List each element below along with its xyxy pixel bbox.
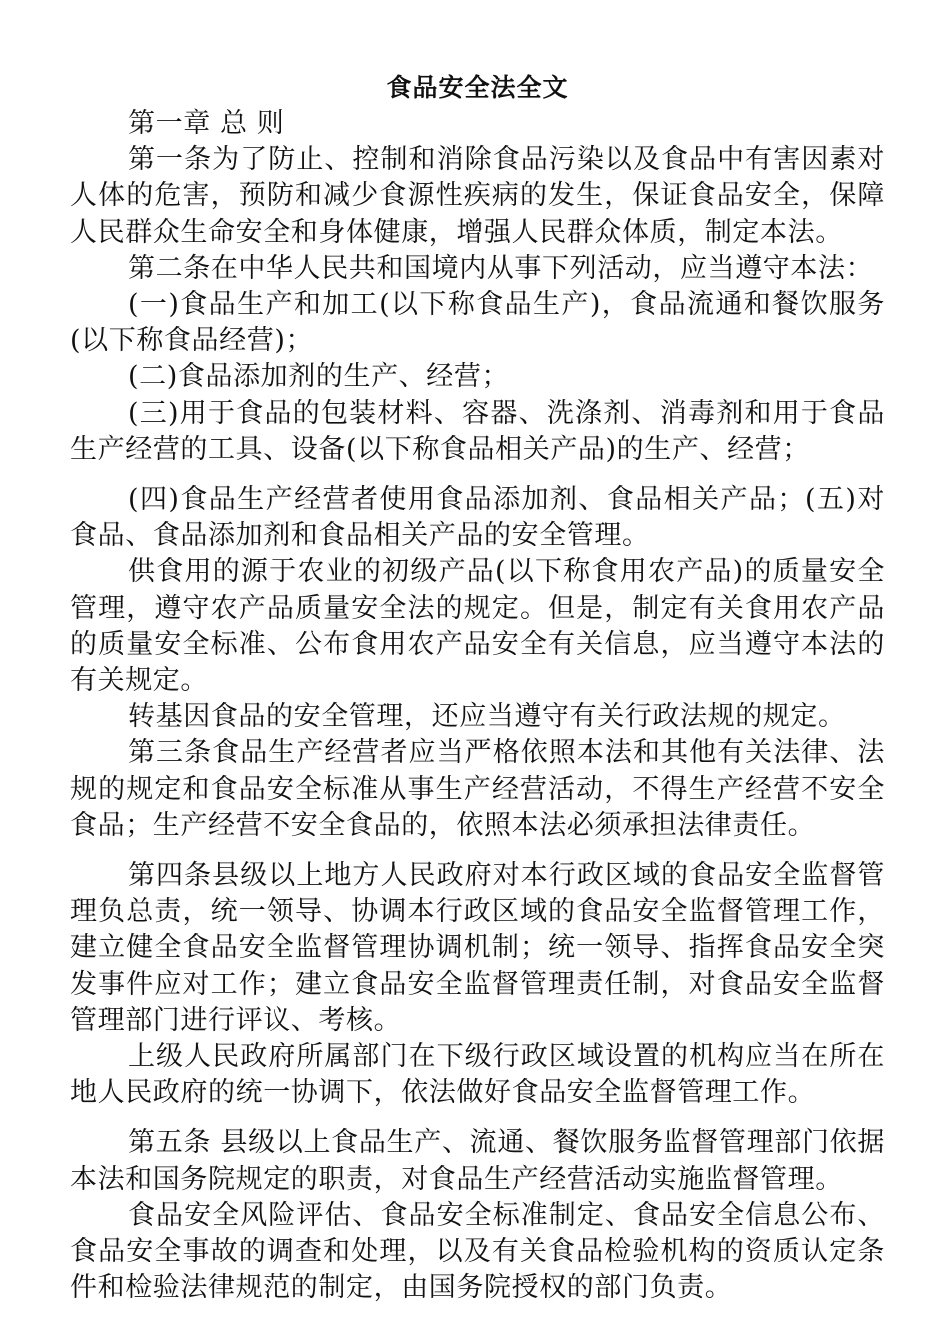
article-4-paragraph: 第四条县级以上地方人民政府对本行政区域的食品安全监督管理负总责，统一领导、协调本行政区域的食品安全监督管理工作，建立健全食品安全监督管理协调机制；统一领导、指挥食品安全突发事件应对工作；建立食品安全监督管理责任制，对食品安全监督管理部门进行评议、考核。 [70, 860, 885, 1036]
article-2-paragraph: 第二条在中华人民共和国境内从事下列活动，应当遵守本法： [128, 252, 874, 284]
article-2-item-4-5: (四)食品生产经营者使用食品添加剂、食品相关产品；(五)对食品、食品添加剂和食品相关产品的安全管理。 [70, 484, 885, 552]
article-2-item-3: (三)用于食品的包装材料、容器、洗涤剂、消毒剂和用于食品生产经营的工具、设备(以下称食品相关产品)的生产、经营； [70, 397, 885, 465]
article-1-paragraph: 第一条为了防止、控制和消除食品污染以及食品中有害因素对人体的危害，预防和减少食源性疾病的发生，保证食品安全，保障人民群众生命安全和身体健康，增强人民群众体质，制定本法。 [70, 144, 885, 248]
article-5-second-paragraph: 食品安全风险评估、食品安全标准制定、食品安全信息公布、食品安全事故的调查和处理，以及有关食品检验机构的资质认定条件和检验法律规范的制定，由国务院授权的部门负责。 [70, 1199, 885, 1304]
article-2-item-2: (二)食品添加剂的生产、经营； [128, 361, 510, 393]
chapter-heading: 第一章 总 则 [128, 108, 285, 139]
article-2-gmo-paragraph: 转基因食品的安全管理，还应当遵守有关行政法规的规定。 [128, 701, 846, 733]
article-3-paragraph: 第三条食品生产经营者应当严格依照本法和其他有关法律、法规的规定和食品安全标准从事生产经营活动，不得生产经营不安全食品；生产经营不安全食品的，依照本法必须承担法律责任。 [70, 737, 885, 841]
article-2-agricultural-products-paragraph: 供食用的源于农业的初级产品(以下称食用农产品)的质量安全管理，遵守农产品质量安全法的规定。但是，制定有关食用农产品的质量安全标准、公布食用农产品安全有关信息，应当遵守本法的有关规定。 [70, 556, 885, 697]
document-page [70, 70, 885, 1307]
article-2-item-1: (一)食品生产和加工(以下称食品生产)，食品流通和餐饮服务(以下称食品经营)； [70, 289, 885, 357]
article-5-paragraph: 第五条 县级以上食品生产、流通、餐饮服务监督管理部门依据本法和国务院规定的职责，对食品生产经营活动实施监督管理。 [70, 1127, 885, 1195]
document-title: 食品安全法全文 [386, 73, 569, 102]
article-4-second-paragraph: 上级人民政府所属部门在下级行政区域设置的机构应当在所在地人民政府的统一协调下，依法做好食品安全监督管理工作。 [70, 1041, 885, 1109]
